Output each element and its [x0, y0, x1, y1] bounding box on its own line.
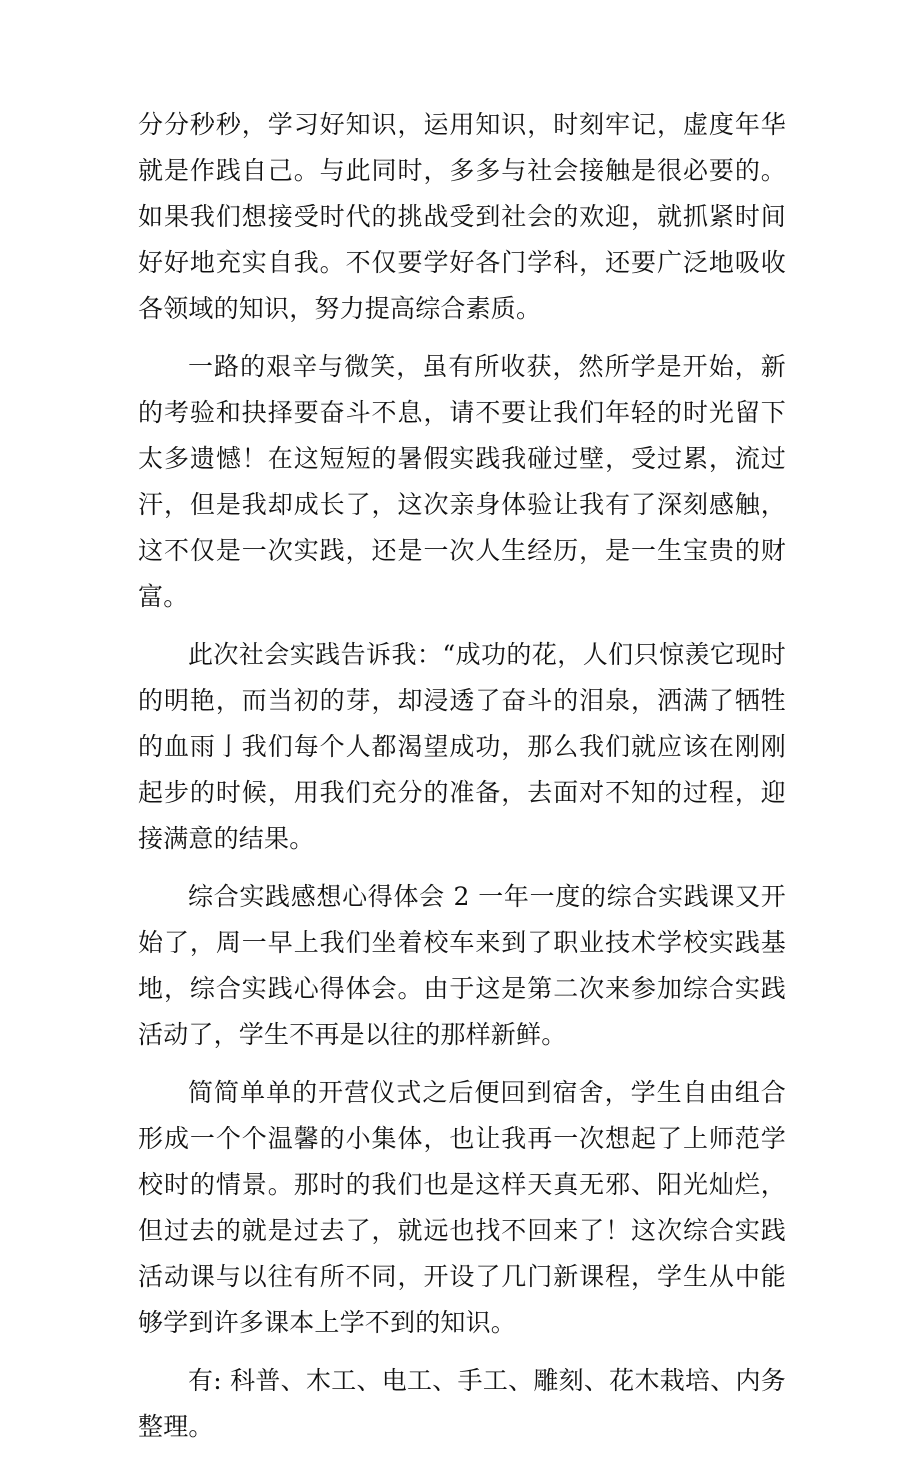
paragraph-3: 此次社会实践告诉我：“成功的花，人们只惊羡它现时的明艳，而当初的芽，却浸透了奋斗的泪泉，洒满了牺牲的血雨亅我们每个人都渴望成功，那么我们就应该在刚刚起步的时候，用我们充分的准备，去面对不知的过程，迎接满意的结果。: [138, 640, 786, 853]
paragraph-2: 一路的艰辛与微笑，虽有所收获，然所学是开始，新的考验和抉择要奋斗不息，请不要让我们年轻的时光留下太多遗憾！在这短短的暑假实践我碰过壁，受过累，流过汗，但是我却成长了，这次亲身体验让我有了深刻感触，这不仅是一次实践，还是一次人生经历，是一生宝贵的财富。: [138, 352, 786, 611]
paragraph-4: 综合实践感想心得体会 2 一年一度的综合实践课又开始了，周一早上我们坐着校车来到了职业技术学校实践基地，综合实践心得体会。由于这是第二次来参加综合实践活动了，学生不再是以往的那样新鲜。: [138, 882, 786, 1049]
paragraph-5: 简简单单的开营仪式之后便回到宿舍，学生自由组合形成一个个温馨的小集体，也让我再一次想起了上师范学校时的情景。那时的我们也是这样天真无邪、阳光灿烂，但过去的就是过去了，就远也找不回来了！这次综合实践活动课与以往有所不同，开设了几门新课程，学生从中能够学到许多课本上学不到的知识。: [138, 1078, 786, 1337]
paragraph-6: 有: 科普、木工、电工、手工、雕刻、花木栽培、内务整理。: [138, 1366, 786, 1441]
document-body: [138, 102, 786, 1462]
paragraph-1: 分分秒秒，学习好知识，运用知识，时刻牢记，虚度年华就是作践自己。与此同时，多多与社会接触是很必要的。如果我们想接受时代的挑战受到社会的欢迎，就抓紧时间好好地充实自我。不仅要学好各门学科，还要广泛地吸收各领域的知识，努力提高综合素质。: [138, 110, 786, 323]
